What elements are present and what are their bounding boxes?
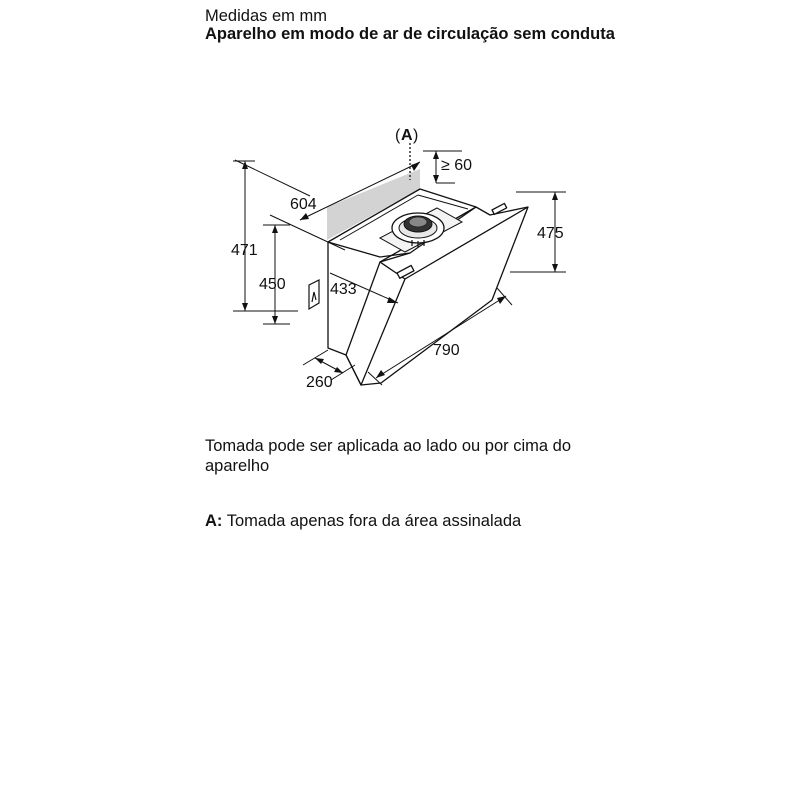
callout-open-paren: ( — [395, 127, 401, 144]
diagram-subtitle: Aparelho em modo de ar de circulação sem conduta — [205, 25, 615, 43]
units-caption: Medidas em mm — [205, 7, 327, 25]
dim-width: 604 — [290, 196, 317, 213]
dim-front-length: 790 — [433, 342, 460, 359]
legend-text: Tomada apenas fora da área assinalada — [226, 512, 522, 530]
dim-depth: 260 — [306, 374, 333, 391]
dim-inner-depth: 433 — [330, 281, 357, 298]
socket-position-note: Tomada pode ser aplicada ao lado ou por cima do aparelho — [205, 437, 571, 475]
legend-key: A: — [205, 512, 223, 530]
dim-top-clearance: ≥ 60 — [441, 157, 473, 174]
socket-icon — [309, 280, 319, 309]
callout-close-paren: ) — [413, 127, 419, 144]
dim-front-height: 475 — [537, 225, 564, 242]
callout-letter: A — [401, 127, 413, 144]
dim-rear-height: 450 — [259, 276, 286, 293]
dim-total-height: 471 — [231, 242, 258, 259]
legend-line — [205, 511, 521, 531]
